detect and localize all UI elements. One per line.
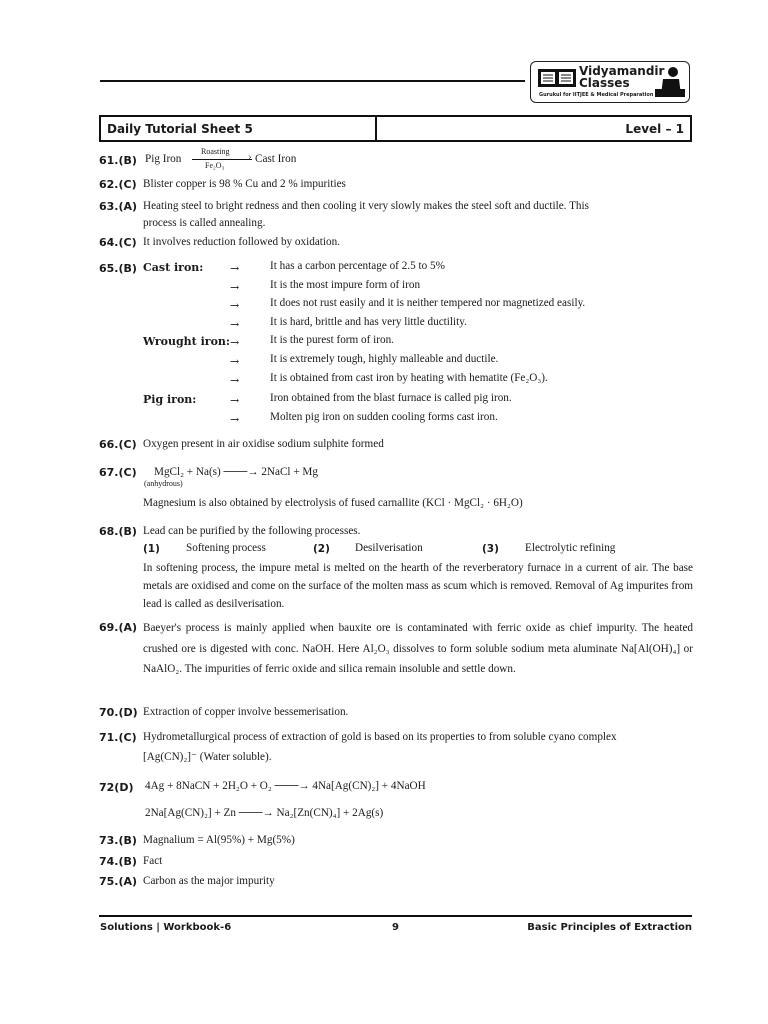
q65-wrought-label: Wrought iron: [143,335,230,348]
q65-arrow: → [230,299,240,312]
q72-number: 72(D) [99,781,134,794]
q70-text: Extraction of copper involve bessemerisation. [143,706,349,718]
q65-arrow: → [230,394,240,407]
brand-tagline: Gurukul for IITJEE & Medical Preparation [539,92,654,98]
q66-text: Oxygen present in air oxidise sodium sulphite formed [143,438,384,450]
q65-arrow: → [230,355,240,368]
book-icon [537,66,577,90]
q68-p1-num: (1) [143,543,160,555]
q72-equation-1: 4Ag + 8NaCN + 2H₂O + O₂ ───→ 4Na[Ag(CN)₂] + 4NaOH [145,780,426,792]
footer-left: Solutions | Workbook-6 [100,922,232,933]
brand-logo [530,61,690,103]
q65-pig-label: Pig iron: [143,393,197,406]
q63-line2: process is called annealing. [143,217,266,229]
q65-arrow: → [230,336,240,349]
q65-arrow: → [230,374,240,387]
q65-item: It is the most impure form of iron [270,279,421,291]
q61-arrowhead: › [248,153,252,163]
title-divider [375,117,377,140]
q65-item: Iron obtained from the blast furnace is called pig iron. [270,392,512,404]
q68-p3-num: (3) [482,543,499,555]
q67-subscript: (anhydrous) [144,479,183,488]
q64-text: It involves reduction followed by oxidation. [143,236,340,248]
q73-number: 73.(B) [99,834,137,847]
footer-right: Basic Principles of Extraction [527,922,692,933]
q69-number: 69.(A) [99,621,138,634]
q68-intro: Lead can be purified by the following processes. [143,525,361,537]
q65-item: It is the purest form of iron. [270,334,394,346]
q66-number: 66.(C) [99,438,137,451]
q61-below: Fe₂O₃ [205,161,225,170]
brand-name: Vidyamandir [579,64,665,78]
q61-rhs: Cast Iron [255,153,297,165]
q65-item: It is hard, brittle and has very little ductility. [270,316,467,328]
q73-text: Magnalium = Al(95%) + Mg(5%) [143,834,295,846]
q68-p2: Desilverisation [355,542,423,554]
header-rule [100,80,525,82]
q72-equation-2: 2Na[Ag(CN)₂] + Zn ───→ Na₂[Zn(CN)₄] + 2Ag(s) [145,807,384,819]
q65-number: 65.(B) [99,262,137,275]
q75-number: 75.(A) [99,875,138,888]
q67-equation: MgCl₂ + Na(s) ───→ 2NaCl + Mg [154,466,318,478]
q74-text: Fact [143,855,163,867]
q65-arrow: → [230,262,240,275]
q65-item: Molten pig iron on sudden cooling forms cast iron. [270,411,498,423]
q61-arrow [192,159,252,160]
q65-arrow: → [230,318,240,331]
q64-number: 64.(C) [99,236,137,249]
q68-body: In softening process, the impure metal is melted on the hearth of the reverberatory furnace in a current of air. The base metals are oxidised and come on the surface of the molten mass as scum which is removed. Removal of Ag impurites from lead is called as desilverisation. [143,562,693,610]
q62-text: Blister copper is 98 % Cu and 2 % impurities [143,178,346,190]
q71-line2: [Ag(CN)₂]⁻ (Water soluble). [143,751,272,763]
q69-body: Baeyer's process is mainly applied when bauxite ore is contaminated with ferric oxide as chief impurity. The heated crushed ore is digested with conc. NaOH. Here Al₂O₃ dissolves to form soluble sodium meta aluminate Na[Al(OH)₄] or NaAlO₂. The impurities of ferric oxide and silica remain insoluble and settle down. [143,622,693,675]
footer-rule [99,915,692,917]
q63-line1: Heating steel to bright redness and then cooling it very slowly makes the steel soft and ductile. This [143,200,589,212]
q68-p2-num: (2) [313,543,330,555]
page-number: 9 [392,922,399,933]
sheet-level: Level – 1 [625,122,684,136]
q68-number: 68.(B) [99,525,137,538]
q75-text: Carbon as the major impurity [143,875,275,887]
q65-item: It is extremely tough, highly malleable and ductile. [270,353,499,365]
reader-icon [653,65,685,99]
q65-cast-label: Cast iron: [143,261,204,274]
q65-arrow: → [230,413,240,426]
q65-item: It does not rust easily and it is neither tempered nor magnetized easily. [270,297,586,309]
q71-number: 71.(C) [99,731,137,744]
q65-item: It has a carbon percentage of 2.5 to 5% [270,260,445,272]
q67-text: Magnesium is also obtained by electrolysis of fused carnallite (KCl · MgCl₂ · 6H₂O) [143,497,523,509]
brand-name-2: Classes [579,76,630,90]
q71-line1: Hydrometallurgical process of extraction of gold is based on its properties to from soluble cyano complex [143,731,617,743]
q63-number: 63.(A) [99,200,138,213]
q61-number: 61.(B) [99,154,137,167]
q67-number: 67.(C) [99,466,137,479]
q74-number: 74.(B) [99,855,137,868]
q61-above: Roasting [201,147,230,156]
q61-lhs: Pig Iron [145,153,182,165]
q65-item: It is obtained from cast iron by heating with hematite (Fe₂O₃). [270,372,548,384]
sheet-title-bar [99,115,692,142]
q70-number: 70.(D) [99,706,138,719]
sheet-title: Daily Tutorial Sheet 5 [107,122,253,136]
q62-number: 62.(C) [99,178,137,191]
q68-p3: Electrolytic refining [525,542,616,554]
q68-p1: Softening process [186,542,266,554]
q65-arrow: → [230,281,240,294]
